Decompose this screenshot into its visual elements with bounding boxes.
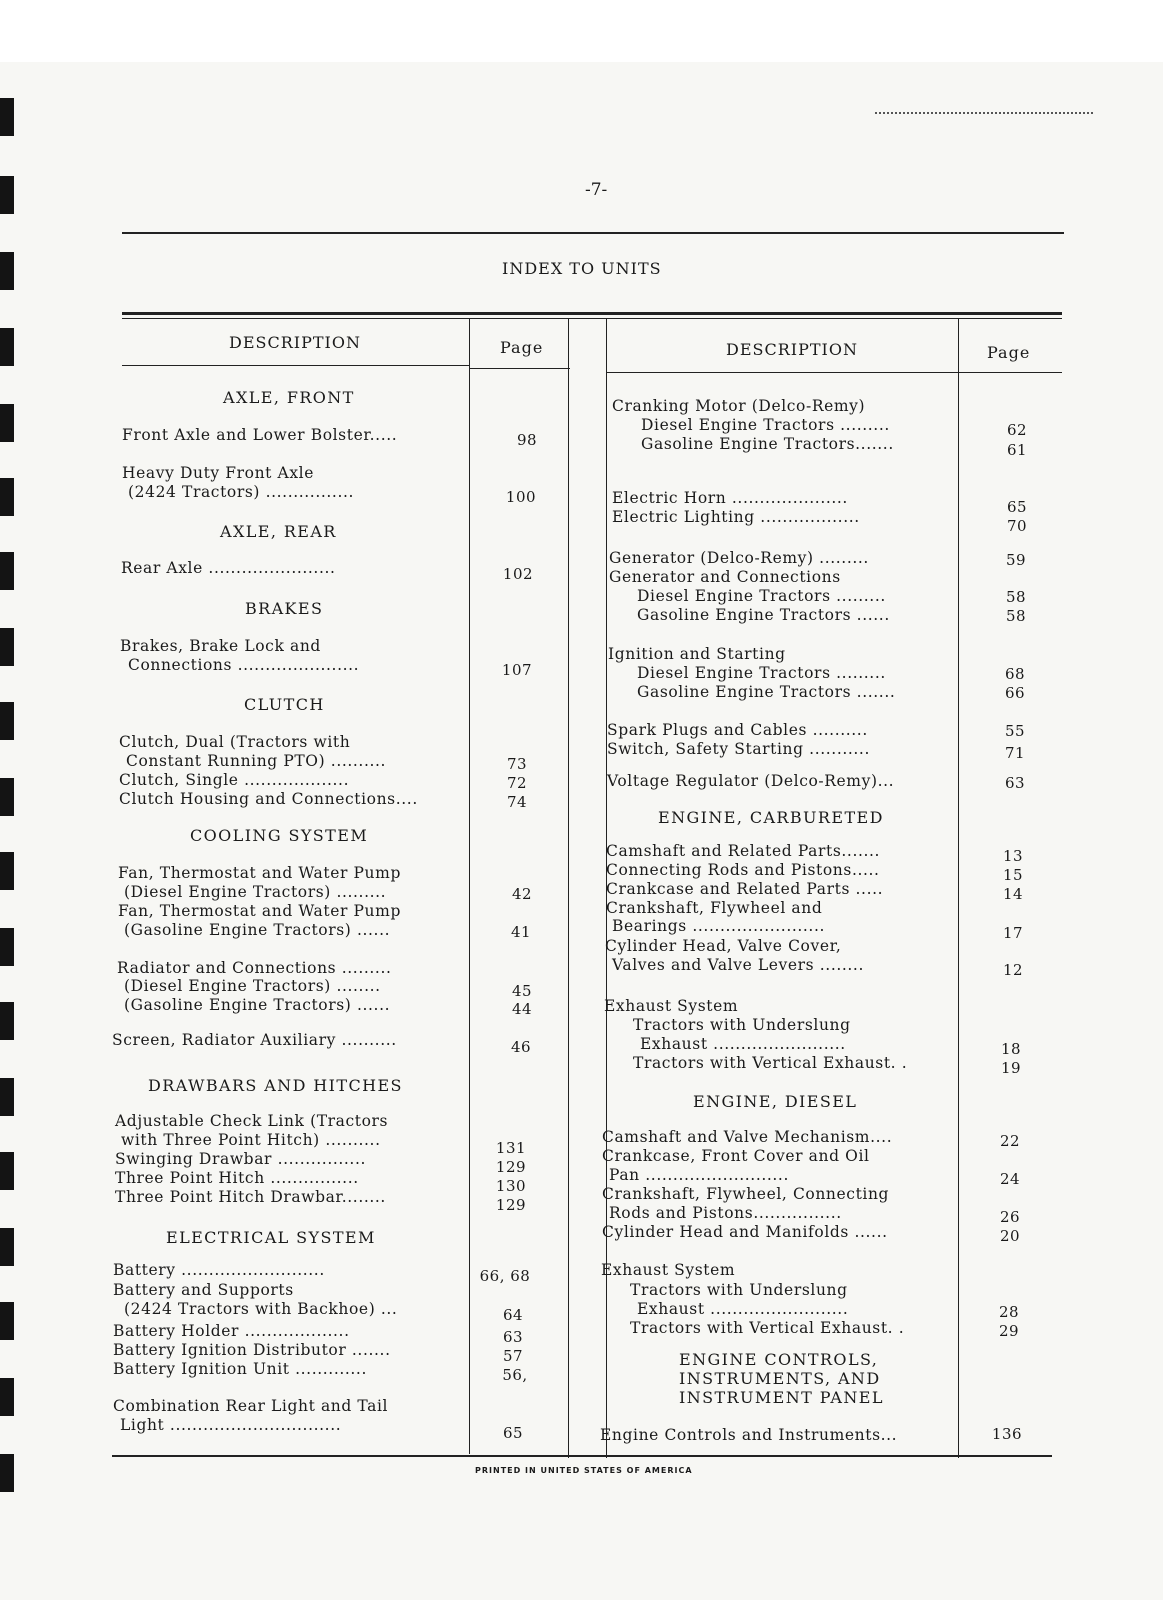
entry-text: Three Point Hitch ................	[115, 1169, 359, 1187]
entry-page: 42	[511, 885, 533, 903]
header-page-left: Page	[500, 338, 544, 357]
entry-text: Electric Horn .....................	[612, 489, 848, 507]
entry-text: Heavy Duty Front Axle	[122, 464, 314, 482]
binding-tab	[0, 928, 14, 966]
entry-text: (2424 Tractors with Backhoe) ...	[124, 1300, 398, 1318]
top-rule	[122, 232, 1064, 234]
binding-tab	[0, 176, 14, 214]
entry-page: 56,	[502, 1366, 528, 1384]
binding-tab	[0, 1302, 14, 1340]
page-title: INDEX TO UNITS	[502, 259, 662, 278]
header-rule-page-left	[470, 368, 570, 369]
entry-text: Exhaust System	[604, 997, 739, 1015]
section-heading: AXLE, FRONT	[223, 388, 355, 407]
scan-mark	[875, 112, 1093, 116]
entry-text: Camshaft and Related Parts.......	[606, 842, 881, 860]
header-rule-left	[122, 365, 470, 366]
entry-page: 28	[998, 1303, 1020, 1321]
section-heading: BRAKES	[245, 599, 324, 618]
entry-text: Combination Rear Light and Tail	[113, 1397, 389, 1415]
entry-text: Fan, Thermostat and Water Pump	[118, 902, 401, 920]
table-top-rule	[122, 312, 1062, 315]
entry-page: 62	[1006, 421, 1028, 439]
entry-text: Tractors with Vertical Exhaust. .	[630, 1319, 905, 1337]
entry-text: (Diesel Engine Tractors) .........	[124, 883, 387, 901]
entry-page: 130	[495, 1177, 527, 1195]
entry-page: 72	[506, 774, 528, 792]
entry-text: Ignition and Starting	[608, 645, 786, 663]
entry-text: Diesel Engine Tractors .........	[641, 416, 890, 434]
entry-page: 63	[502, 1328, 524, 1346]
entry-page: 44	[511, 1000, 533, 1018]
entry-page: 45	[511, 982, 533, 1000]
entry-text: Battery Ignition Distributor .......	[113, 1341, 391, 1359]
entry-page: 74	[506, 793, 528, 811]
entry-page: 22	[999, 1132, 1021, 1150]
entry-page: 71	[1004, 744, 1026, 762]
section-heading: DRAWBARS AND HITCHES	[148, 1076, 403, 1095]
entry-text: Pan ..........................	[609, 1166, 789, 1184]
entry-page: 46	[510, 1038, 532, 1056]
entry-text: Engine Controls and Instruments...	[600, 1426, 898, 1444]
binding-tab	[0, 328, 14, 366]
entry-page: 20	[999, 1227, 1021, 1245]
binding-tab	[0, 628, 14, 666]
binding-tab	[0, 1378, 14, 1416]
entry-page: 64	[502, 1306, 524, 1324]
section-heading: INSTRUMENTS, AND	[679, 1369, 881, 1388]
entry-page: 19	[1000, 1059, 1022, 1077]
entry-page: 65	[1006, 498, 1028, 516]
entry-page: 73	[506, 755, 528, 773]
entry-text: Electric Lighting ..................	[612, 508, 860, 526]
section-heading: ENGINE CONTROLS,	[679, 1350, 879, 1369]
entry-text: Front Axle and Lower Bolster.....	[122, 426, 398, 444]
entry-text: Battery Holder ...................	[113, 1322, 350, 1340]
entry-page: 129	[495, 1196, 527, 1214]
entry-page: 61	[1006, 441, 1028, 459]
entry-text: (Gasoline Engine Tractors) ......	[124, 921, 391, 939]
section-heading: ENGINE, CARBURETED	[658, 808, 884, 827]
entry-page: 98	[516, 431, 538, 449]
entry-text: Generator and Connections	[609, 568, 841, 586]
entry-text: Tractors with Underslung	[630, 1281, 848, 1299]
entry-text: Radiator and Connections .........	[117, 959, 392, 977]
table-top-rule-thin	[122, 318, 1062, 319]
entry-text: Constant Running PTO) ..........	[126, 752, 387, 770]
entry-text: Swinging Drawbar ................	[115, 1150, 367, 1168]
entry-text: Rods and Pistons................	[609, 1204, 842, 1222]
entry-text: Valves and Valve Levers ........	[612, 956, 864, 974]
entry-text: with Three Point Hitch) ..........	[121, 1131, 381, 1149]
entry-text: Generator (Delco-Remy) .........	[609, 549, 869, 567]
entry-text: Three Point Hitch Drawbar........	[115, 1188, 386, 1206]
entry-text: Tractors with Underslung	[633, 1016, 851, 1034]
entry-page: 100	[505, 488, 537, 506]
entry-page: 59	[1005, 551, 1027, 569]
binding-tab	[0, 852, 14, 890]
section-heading: INSTRUMENT PANEL	[679, 1388, 884, 1407]
section-heading: ENGINE, DIESEL	[693, 1092, 858, 1111]
header-page-right: Page	[987, 343, 1031, 362]
entry-page: 58	[1005, 607, 1027, 625]
entry-page: 57	[502, 1347, 524, 1365]
entry-text: Battery and Supports	[113, 1281, 294, 1299]
binding-tab	[0, 1078, 14, 1116]
entry-page: 136	[991, 1425, 1023, 1443]
page-number: -7-	[585, 180, 608, 200]
entry-page: 65	[502, 1424, 524, 1442]
entry-page: 13	[1002, 847, 1024, 865]
entry-text: Voltage Regulator (Delco-Remy)...	[607, 772, 895, 790]
entry-text: Cranking Motor (Delco-Remy)	[612, 397, 866, 415]
entry-page: 12	[1002, 961, 1024, 979]
entry-page: 70	[1006, 517, 1028, 535]
entry-text: Crankcase, Front Cover and Oil	[602, 1147, 870, 1165]
page-top-margin	[0, 0, 1163, 62]
entry-text: (Diesel Engine Tractors) ........	[124, 977, 381, 995]
entry-page: 68	[1004, 665, 1026, 683]
binding-tab	[0, 1002, 14, 1040]
printed-footer: PRINTED IN UNITED STATES OF AMERICA	[475, 1466, 693, 1475]
entry-text: Gasoline Engine Tractors.......	[641, 435, 894, 453]
header-rule-right	[606, 372, 1062, 373]
column-divider	[568, 318, 569, 1458]
binding-tab	[0, 1454, 14, 1492]
entry-page: 17	[1002, 924, 1024, 942]
entry-text: Exhaust .........................	[637, 1300, 849, 1318]
entry-text: Rear Axle .......................	[121, 559, 336, 577]
entry-page: 41	[510, 923, 532, 941]
entry-text: Gasoline Engine Tractors .......	[637, 683, 896, 701]
header-description-right: DESCRIPTION	[726, 340, 858, 359]
entry-page: 14	[1002, 885, 1024, 903]
entry-text: Clutch, Single ...................	[119, 771, 350, 789]
section-heading: CLUTCH	[244, 695, 325, 714]
section-heading: COOLING SYSTEM	[190, 826, 369, 845]
entry-text: Battery Ignition Unit .............	[113, 1360, 367, 1378]
entry-text: Crankshaft, Flywheel and	[606, 899, 823, 917]
column-divider	[958, 318, 959, 1458]
entry-page: 15	[1002, 866, 1024, 884]
binding-tab	[0, 478, 14, 516]
entry-text: Fan, Thermostat and Water Pump	[118, 864, 401, 882]
entry-text: Light ...............................	[120, 1416, 342, 1434]
entry-text: Clutch, Dual (Tractors with	[119, 733, 351, 751]
entry-page: 66	[1004, 684, 1026, 702]
entry-page: 29	[998, 1322, 1020, 1340]
entry-page: 129	[495, 1158, 527, 1176]
entry-text: Connections ......................	[128, 656, 360, 674]
entry-page: 55	[1004, 722, 1026, 740]
entry-text: Tractors with Vertical Exhaust. .	[633, 1054, 908, 1072]
entry-text: Cylinder Head and Manifolds ......	[602, 1223, 888, 1241]
entry-page: 58	[1005, 588, 1027, 606]
entry-text: Screen, Radiator Auxiliary ..........	[112, 1031, 397, 1049]
entry-text: (2424 Tractors) ................	[128, 483, 355, 501]
entry-text: Crankcase and Related Parts .....	[606, 880, 884, 898]
entry-text: Brakes, Brake Lock and	[120, 637, 321, 655]
header-description-left: DESCRIPTION	[229, 333, 361, 352]
entry-page: 24	[999, 1170, 1021, 1188]
entry-text: Crankshaft, Flywheel, Connecting	[602, 1185, 890, 1203]
entry-text: Gasoline Engine Tractors ......	[637, 606, 890, 624]
binding-tab	[0, 1152, 14, 1190]
entry-text: (Gasoline Engine Tractors) ......	[124, 996, 391, 1014]
entry-text: Cylinder Head, Valve Cover,	[605, 937, 842, 955]
entry-text: Switch, Safety Starting ...........	[607, 740, 870, 758]
entry-page: 63	[1004, 774, 1026, 792]
entry-text: Diesel Engine Tractors .........	[637, 664, 886, 682]
entry-page: 26	[999, 1208, 1021, 1226]
section-heading: AXLE, REAR	[220, 522, 337, 541]
entry-text: Clutch Housing and Connections....	[119, 790, 418, 808]
entry-text: Connecting Rods and Pistons.....	[606, 861, 880, 879]
entry-page: 107	[501, 661, 533, 679]
bottom-rule	[112, 1455, 1052, 1457]
entry-text: Camshaft and Valve Mechanism....	[602, 1128, 893, 1146]
entry-text: Spark Plugs and Cables ..........	[607, 721, 868, 739]
binding-tab	[0, 252, 14, 290]
binding-tab	[0, 702, 14, 740]
entry-page: 102	[502, 565, 534, 583]
entry-text: Bearings ........................	[612, 917, 826, 935]
binding-tab	[0, 778, 14, 816]
section-heading: ELECTRICAL SYSTEM	[166, 1228, 376, 1247]
entry-page: 66, 68	[479, 1267, 531, 1285]
entry-text: Exhaust System	[601, 1261, 736, 1279]
entry-text: Exhaust ........................	[640, 1035, 846, 1053]
entry-text: Battery ..........................	[113, 1261, 325, 1279]
binding-tab	[0, 552, 14, 590]
binding-tab	[0, 404, 14, 442]
binding-tab	[0, 1228, 14, 1266]
entry-page: 131	[495, 1139, 527, 1157]
entry-text: Diesel Engine Tractors .........	[637, 587, 886, 605]
entry-text: Adjustable Check Link (Tractors	[115, 1112, 389, 1130]
entry-page: 18	[1000, 1040, 1022, 1058]
binding-tab	[0, 98, 14, 136]
